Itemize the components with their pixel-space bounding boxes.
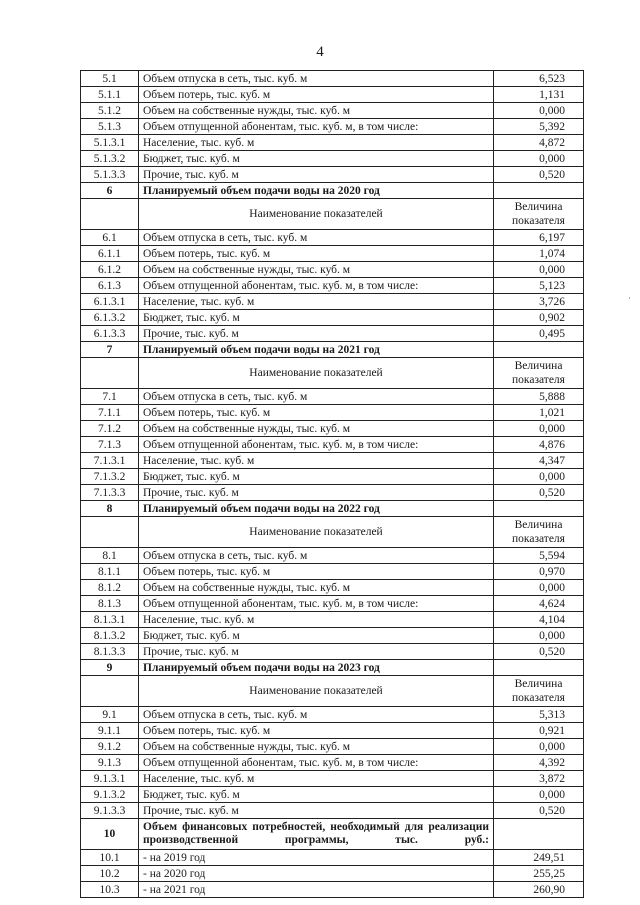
table-row xyxy=(81,707,584,723)
row-number: 5.1.1 xyxy=(81,87,139,103)
section-title: Планируемый объем подачи воды на 2023 год xyxy=(139,660,494,676)
row-value: 0,000 xyxy=(494,739,584,755)
row-value: 0,520 xyxy=(494,167,584,183)
table-row xyxy=(81,87,584,103)
table-row xyxy=(81,564,584,580)
row-value: 0,000 xyxy=(494,469,584,485)
section-row xyxy=(81,819,584,850)
section-row xyxy=(81,501,584,517)
table-row xyxy=(81,580,584,596)
section-row xyxy=(81,183,584,199)
row-number: 10.1 xyxy=(81,850,139,866)
section-value-empty xyxy=(494,660,584,676)
table-row xyxy=(81,310,584,326)
row-number: 8.1.3.2 xyxy=(81,628,139,644)
row-value: 255,25 xyxy=(494,866,584,882)
row-value: 0,000 xyxy=(494,103,584,119)
header-value-cell: Величина показателя xyxy=(494,199,584,230)
row-label: Прочие, тыс. куб. м xyxy=(139,644,494,660)
row-label: Объем отпуска в сеть, тыс. куб. м xyxy=(139,230,494,246)
row-label: Объем отпуска в сеть, тыс. куб. м xyxy=(139,707,494,723)
table-row xyxy=(81,771,584,787)
table-row xyxy=(81,644,584,660)
section-value-empty xyxy=(494,819,584,850)
table-row xyxy=(81,850,584,866)
row-value: 0,520 xyxy=(494,644,584,660)
row-value: 5,313 xyxy=(494,707,584,723)
row-label: - на 2021 год xyxy=(139,882,494,898)
row-value: 5,392 xyxy=(494,119,584,135)
row-number: 5.1 xyxy=(81,71,139,87)
row-number: 5.1.3.1 xyxy=(81,135,139,151)
section-value-empty xyxy=(494,183,584,199)
header-empty-cell xyxy=(81,517,139,548)
header-empty-cell xyxy=(81,199,139,230)
row-number: 7.1.1 xyxy=(81,405,139,421)
table-row xyxy=(81,803,584,819)
row-label: Прочие, тыс. куб. м xyxy=(139,803,494,819)
header-name-cell: Наименование показателей xyxy=(139,517,494,548)
header-name-cell: Наименование показателей xyxy=(139,676,494,707)
row-value: 0,520 xyxy=(494,485,584,501)
row-label: Объем потерь, тыс. куб. м xyxy=(139,564,494,580)
row-label: Объем отпущенной абонентам, тыс. куб. м, в том числе: xyxy=(139,596,494,612)
row-number: 6.1.3.1 xyxy=(81,294,139,310)
row-number: 6.1.3.3 xyxy=(81,326,139,342)
row-number: 6.1.3.2 xyxy=(81,310,139,326)
column-header-row xyxy=(81,358,584,389)
section-row xyxy=(81,342,584,358)
section-title: Планируемый объем подачи воды на 2021 год xyxy=(139,342,494,358)
row-value: 4,104 xyxy=(494,612,584,628)
section-title: Объем финансовых потребностей, необходимый для реализации производственной программы, тыс. руб.: xyxy=(139,819,494,850)
water-supply-table xyxy=(80,70,584,898)
row-value: 4,347 xyxy=(494,453,584,469)
table-row xyxy=(81,151,584,167)
table-row xyxy=(81,326,584,342)
row-number: 9.1.2 xyxy=(81,739,139,755)
row-label: - на 2020 год xyxy=(139,866,494,882)
row-value: 0,000 xyxy=(494,151,584,167)
section-title: Планируемый объем подачи воды на 2022 год xyxy=(139,501,494,517)
table-row xyxy=(81,866,584,882)
row-label: Объем отпуска в сеть, тыс. куб. м xyxy=(139,71,494,87)
page-number: 4 xyxy=(316,44,324,60)
row-number: 7.1.3.1 xyxy=(81,453,139,469)
row-label: Бюджет, тыс. куб. м xyxy=(139,469,494,485)
row-value: 0,000 xyxy=(494,580,584,596)
row-value: 0,495 xyxy=(494,326,584,342)
column-header-row xyxy=(81,199,584,230)
table-row xyxy=(81,71,584,87)
row-value: 3,872 xyxy=(494,771,584,787)
row-value: 0,902 xyxy=(494,310,584,326)
row-value: 1,021 xyxy=(494,405,584,421)
table-row xyxy=(81,103,584,119)
row-number: 8.1.3.3 xyxy=(81,644,139,660)
row-label: Объем на собственные нужды, тыс. куб. м xyxy=(139,421,494,437)
section-number: 8 xyxy=(81,501,139,517)
row-number: 6.1.1 xyxy=(81,246,139,262)
column-header-row xyxy=(81,517,584,548)
row-number: 6.1.3 xyxy=(81,278,139,294)
table-row xyxy=(81,119,584,135)
table-row xyxy=(81,612,584,628)
row-number: 9.1 xyxy=(81,707,139,723)
row-label: Население, тыс. куб. м xyxy=(139,612,494,628)
row-value: 4,876 xyxy=(494,437,584,453)
row-value: 1,074 xyxy=(494,246,584,262)
row-value: 0,000 xyxy=(494,628,584,644)
table-row xyxy=(81,294,584,310)
row-number: 9.1.3.1 xyxy=(81,771,139,787)
row-number: 7.1.2 xyxy=(81,421,139,437)
row-label: Объем на собственные нужды, тыс. куб. м xyxy=(139,580,494,596)
row-label: Объем отпущенной абонентам, тыс. куб. м, в том числе: xyxy=(139,278,494,294)
row-value: 249,51 xyxy=(494,850,584,866)
row-number: 10.3 xyxy=(81,882,139,898)
section-number: 6 xyxy=(81,183,139,199)
row-value: 0,970 xyxy=(494,564,584,580)
row-number: 9.1.3.2 xyxy=(81,787,139,803)
table-row xyxy=(81,485,584,501)
row-label: Объем отпущенной абонентам, тыс. куб. м, в том числе: xyxy=(139,755,494,771)
section-value-empty xyxy=(494,342,584,358)
row-number: 5.1.3.2 xyxy=(81,151,139,167)
row-number: 7.1 xyxy=(81,389,139,405)
table-row xyxy=(81,453,584,469)
row-number: 5.1.2 xyxy=(81,103,139,119)
table-row xyxy=(81,437,584,453)
row-label: Объем потерь, тыс. куб. м xyxy=(139,246,494,262)
row-label: Объем отпущенной абонентам, тыс. куб. м, в том числе: xyxy=(139,119,494,135)
row-label: Население, тыс. куб. м xyxy=(139,135,494,151)
row-value: 0,000 xyxy=(494,262,584,278)
table-row xyxy=(81,262,584,278)
row-label: Объем потерь, тыс. куб. м xyxy=(139,405,494,421)
row-value: 4,872 xyxy=(494,135,584,151)
row-value: 6,197 xyxy=(494,230,584,246)
row-label: Бюджет, тыс. куб. м xyxy=(139,787,494,803)
row-number: 10.2 xyxy=(81,866,139,882)
header-name-cell: Наименование показателей xyxy=(139,358,494,389)
section-title: Планируемый объем подачи воды на 2020 год xyxy=(139,183,494,199)
row-value: 0,520 xyxy=(494,803,584,819)
row-number: 8.1.1 xyxy=(81,564,139,580)
row-value: 1,131 xyxy=(494,87,584,103)
row-label: Объем отпуска в сеть, тыс. куб. м xyxy=(139,389,494,405)
row-number: 8.1 xyxy=(81,548,139,564)
row-number: 7.1.3.2 xyxy=(81,469,139,485)
row-number: 6.1 xyxy=(81,230,139,246)
row-label: Бюджет, тыс. куб. м xyxy=(139,151,494,167)
table-row xyxy=(81,167,584,183)
row-number: 5.1.3 xyxy=(81,119,139,135)
table-row xyxy=(81,389,584,405)
row-number: 9.1.3 xyxy=(81,755,139,771)
table-row xyxy=(81,469,584,485)
row-label: Объем на собственные нужды, тыс. куб. м xyxy=(139,262,494,278)
table-row xyxy=(81,405,584,421)
table-row xyxy=(81,628,584,644)
table-row xyxy=(81,739,584,755)
row-label: Объем на собственные нужды, тыс. куб. м xyxy=(139,103,494,119)
row-value: 4,624 xyxy=(494,596,584,612)
row-value: 5,888 xyxy=(494,389,584,405)
row-number: 6.1.2 xyxy=(81,262,139,278)
row-number: 9.1.1 xyxy=(81,723,139,739)
row-label: Население, тыс. куб. м xyxy=(139,453,494,469)
row-number: 8.1.3.1 xyxy=(81,612,139,628)
row-value: 0,921 xyxy=(494,723,584,739)
row-label: - на 2019 год xyxy=(139,850,494,866)
row-number: 9.1.3.3 xyxy=(81,803,139,819)
row-value: 6,523 xyxy=(494,71,584,87)
row-value: 3,726 xyxy=(494,294,584,310)
header-empty-cell xyxy=(81,358,139,389)
row-number: 8.1.3 xyxy=(81,596,139,612)
section-number: 10 xyxy=(81,819,139,850)
row-number: 8.1.2 xyxy=(81,580,139,596)
row-value: 0,000 xyxy=(494,787,584,803)
table-row xyxy=(81,787,584,803)
header-empty-cell xyxy=(81,676,139,707)
table-row xyxy=(81,278,584,294)
row-number: 5.1.3.3 xyxy=(81,167,139,183)
row-value: 5,123 xyxy=(494,278,584,294)
row-value: 4,392 xyxy=(494,755,584,771)
row-label: Объем отпуска в сеть, тыс. куб. м xyxy=(139,548,494,564)
section-number: 9 xyxy=(81,660,139,676)
table-row xyxy=(81,135,584,151)
row-label: Прочие, тыс. куб. м xyxy=(139,167,494,183)
header-value-cell: Величина показателя xyxy=(494,517,584,548)
table-row xyxy=(81,882,584,898)
row-label: Население, тыс. куб. м xyxy=(139,294,494,310)
header-value-cell: Величина показателя xyxy=(494,358,584,389)
table-row xyxy=(81,421,584,437)
table-row xyxy=(81,230,584,246)
row-label: Население, тыс. куб. м xyxy=(139,771,494,787)
row-value: 0,000 xyxy=(494,421,584,437)
section-number: 7 xyxy=(81,342,139,358)
row-label: Объем отпущенной абонентам, тыс. куб. м, в том числе: xyxy=(139,437,494,453)
row-label: Прочие, тыс. куб. м xyxy=(139,485,494,501)
section-value-empty xyxy=(494,501,584,517)
header-name-cell: Наименование показателей xyxy=(139,199,494,230)
table-row xyxy=(81,755,584,771)
row-label: Бюджет, тыс. куб. м xyxy=(139,628,494,644)
row-label: Объем на собственные нужды, тыс. куб. м xyxy=(139,739,494,755)
row-value: 260,90 xyxy=(494,882,584,898)
column-header-row xyxy=(81,676,584,707)
table-row xyxy=(81,548,584,564)
row-number: 7.1.3.3 xyxy=(81,485,139,501)
table-row xyxy=(81,246,584,262)
row-label: Прочие, тыс. куб. м xyxy=(139,326,494,342)
row-number: 7.1.3 xyxy=(81,437,139,453)
row-label: Объем потерь, тыс. куб. м xyxy=(139,723,494,739)
row-value: 5,594 xyxy=(494,548,584,564)
table-row xyxy=(81,723,584,739)
row-label: Объем потерь, тыс. куб. м xyxy=(139,87,494,103)
table-row xyxy=(81,596,584,612)
margin-mark: · xyxy=(628,293,631,303)
header-value-cell: Величина показателя xyxy=(494,676,584,707)
section-row xyxy=(81,660,584,676)
row-label: Бюджет, тыс. куб. м xyxy=(139,310,494,326)
